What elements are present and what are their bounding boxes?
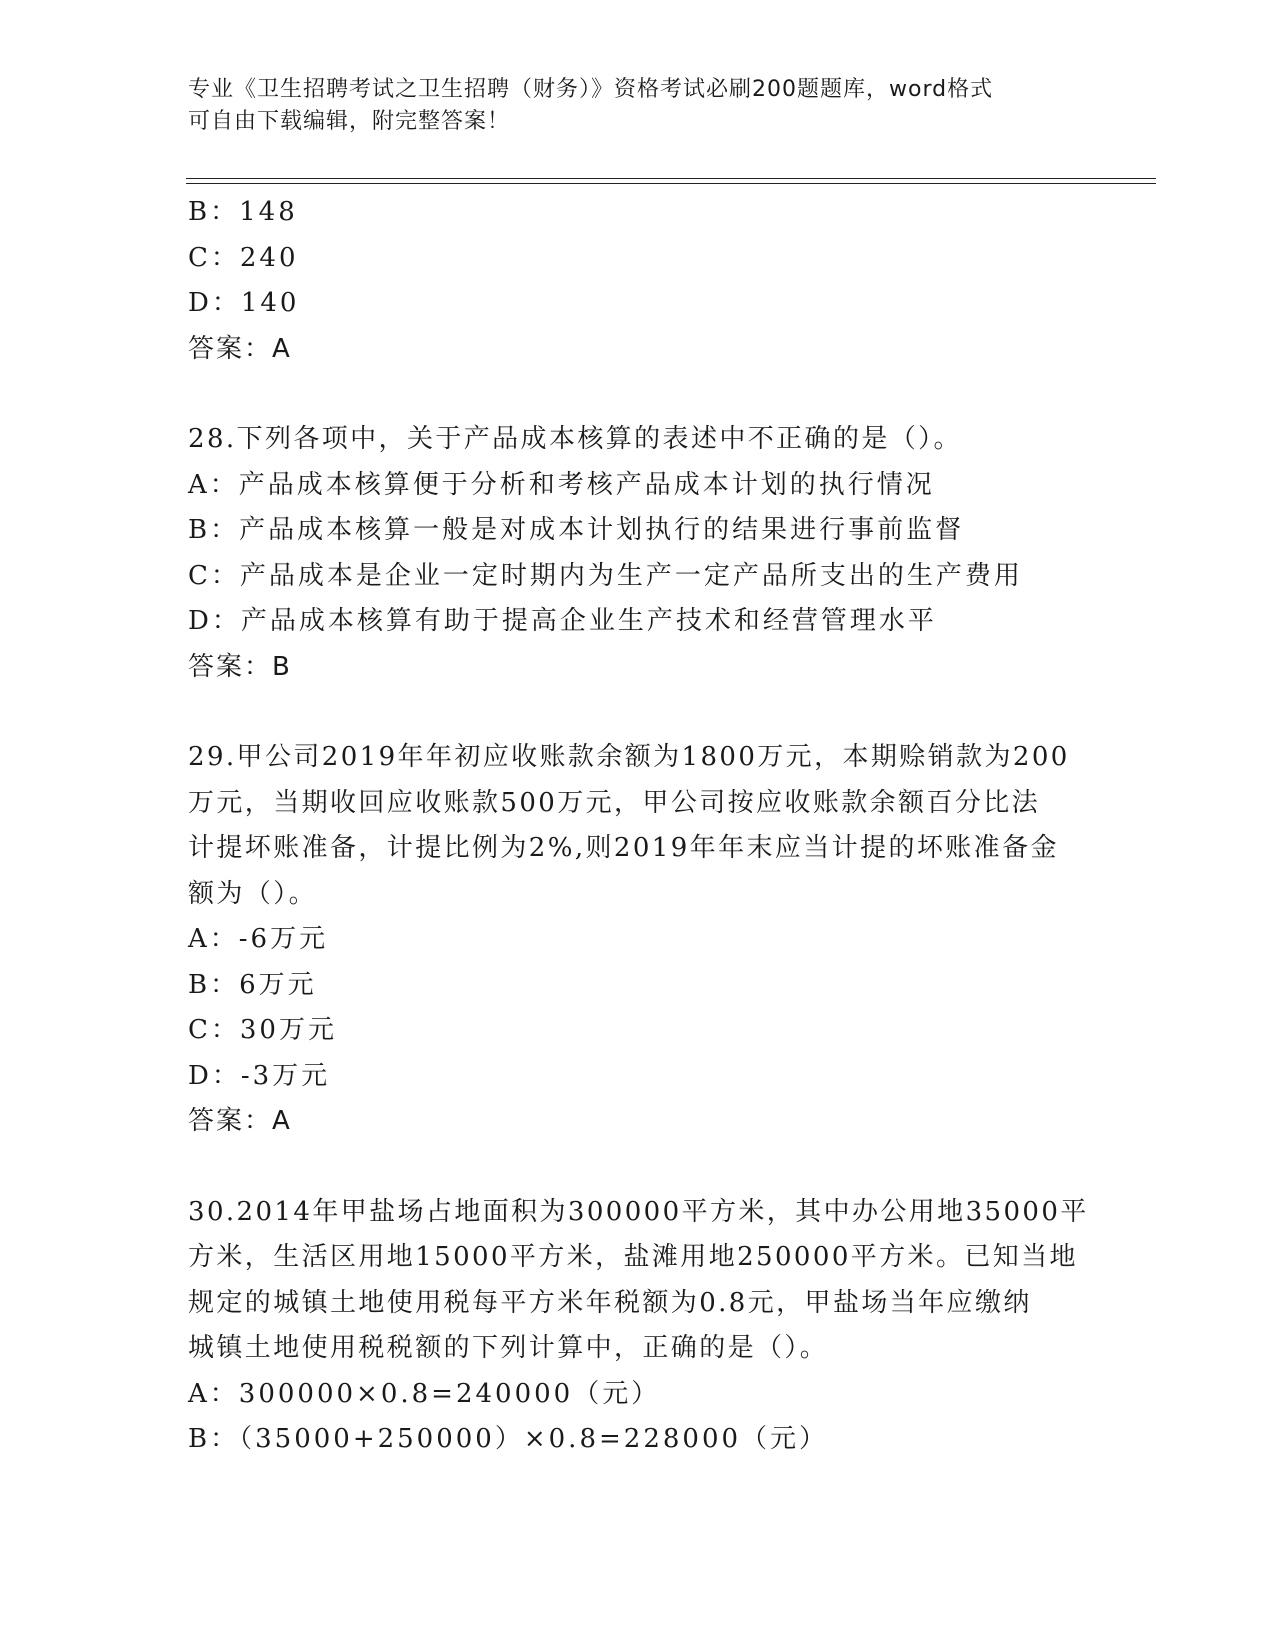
option-b: B：产品成本核算一般是对成本计划执行的结果进行事前监督: [188, 515, 965, 545]
question-stem-line: 方米，生活区用地15000平方米，盐滩用地250000平方米。已知当地: [188, 1242, 1078, 1272]
header-divider-bottom: [186, 183, 1156, 184]
question-30: [188, 1190, 1088, 1463]
spacer: [188, 1145, 1088, 1190]
option-c: C：30万元: [188, 1015, 337, 1045]
question-27-continued: [188, 190, 1088, 372]
question-stem-line: 30.2014年甲盐场占地面积为300000平方米，其中办公用地35000平: [188, 1196, 1089, 1227]
spacer: [188, 690, 1088, 735]
question-stem-line: 万元，当期收回应收账款500万元，甲公司按应收账款余额百分比法: [188, 787, 1041, 818]
option-d: D：产品成本核算有助于提高企业生产技术和经营管理水平: [188, 606, 937, 636]
header-divider-top: [186, 178, 1156, 179]
option-d: D：140: [188, 288, 300, 318]
option-b: B：（35000+250000）×0.8=228000（元）: [188, 1424, 829, 1454]
option-b: B：6万元: [188, 969, 317, 1000]
option-b: B：148: [188, 197, 298, 227]
spacer: [188, 372, 1088, 417]
page-header: [188, 74, 1068, 138]
option-a: A：300000×0.8=240000（元）: [188, 1378, 661, 1409]
question-content: [188, 190, 1088, 1463]
question-stem-line: 29.甲公司2019年年初应收账款余额为1800万元，本期赊销款为200: [188, 742, 1070, 772]
question-stem-line: 计提坏账准备，计提比例为2%,则2019年年末应当计提的坏账准备金: [188, 833, 1059, 863]
question-stem-line: 城镇土地使用税税额的下列计算中，正确的是（）。: [188, 1333, 829, 1363]
answer-line: 答案：A: [188, 1106, 292, 1136]
answer-line: 答案：B: [188, 651, 292, 682]
header-title-line-1: 专业《卫生招聘考试之卫生招聘（财务）》资格考试必刷200题题库，word格式: [188, 77, 994, 102]
header-title-line-2: 可自由下载编辑，附完整答案！: [188, 109, 511, 134]
question-stem-line: 规定的城镇土地使用税每平方米年税额为0.8元，甲盐场当年应缴纳: [188, 1287, 1032, 1318]
question-stem-line: 额为（）。: [188, 878, 318, 909]
question-29: [188, 735, 1088, 1145]
option-a: A：产品成本核算便于分析和考核产品成本计划的执行情况: [188, 469, 935, 500]
option-c: C：240: [188, 242, 299, 273]
question-stem: 28.下列各项中，关于产品成本核算的表述中不正确的是（）。: [188, 424, 962, 454]
question-28: [188, 417, 1088, 690]
option-d: D：-3万元: [188, 1060, 331, 1091]
option-a: A：-6万元: [188, 924, 329, 954]
answer-line: 答案：A: [188, 333, 292, 364]
option-c: C：产品成本是企业一定时期内为生产一定产品所支出的生产费用: [188, 560, 1023, 591]
